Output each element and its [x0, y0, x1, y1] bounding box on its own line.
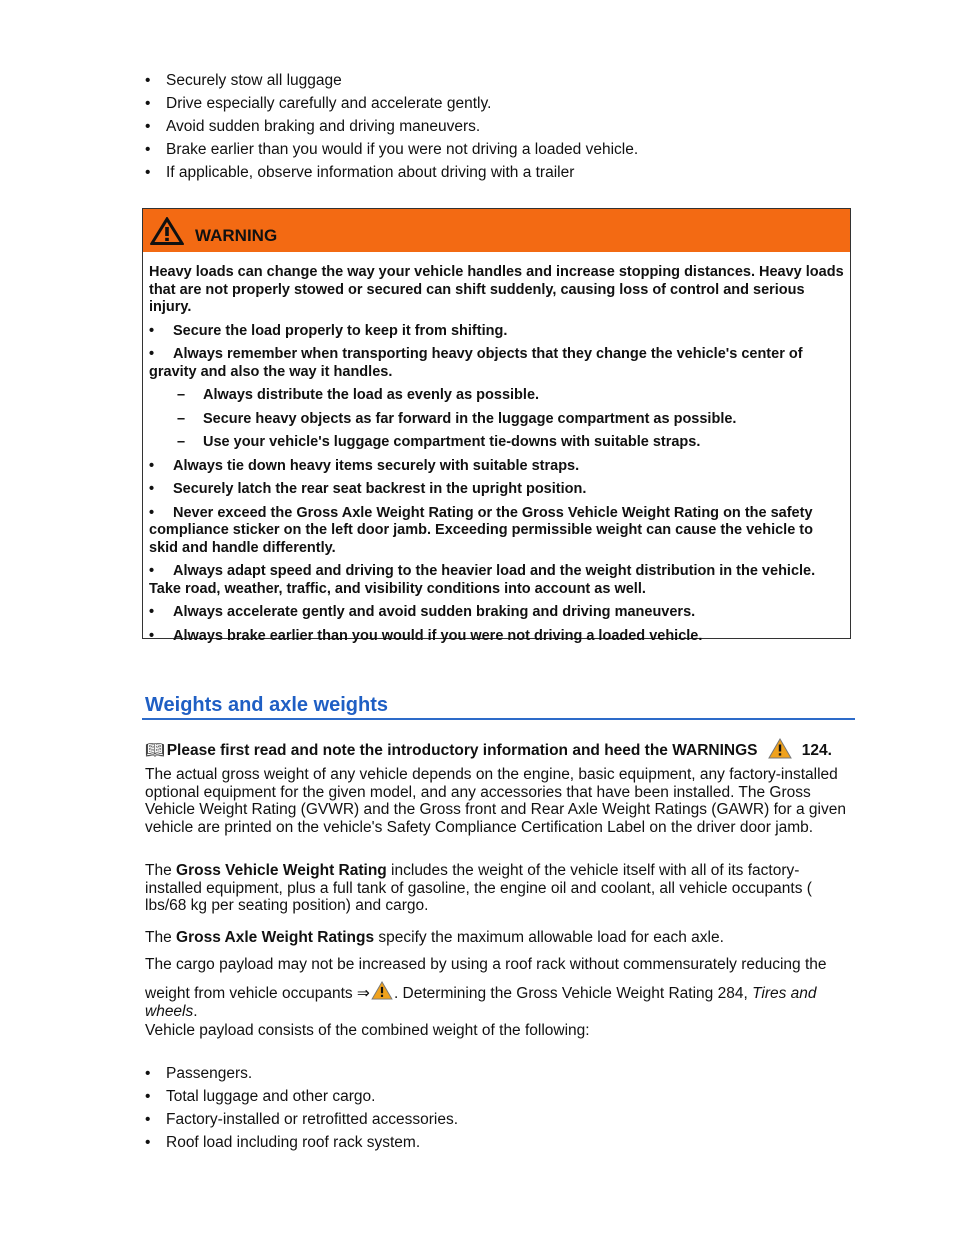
- warning-title: WARNING: [195, 225, 278, 245]
- warning-item: • Always brake earlier than you would if you were not driving a loaded vehicle.: [149, 627, 703, 644]
- warning-item: • Always remember when transporting heavy objects that they change the vehicle's center of gravity and also the way it handles.: [149, 346, 803, 380]
- paragraph: weight from vehicle occupants ⇒ . Determining the Gross Vehicle Weight Rating 284, Tires and wheels.: [145, 981, 850, 1020]
- list-item: • Roof load including roof rack system.: [145, 1134, 865, 1152]
- warning-triangle-icon: [150, 217, 184, 245]
- warning-triangle-icon[interactable]: [768, 738, 792, 759]
- list-item: • Securely stow all luggage: [145, 72, 865, 90]
- paragraph: The cargo payload may not be increased by using a roof rack without commensurately reducing the: [145, 956, 827, 973]
- list-item: • If applicable, observe information about driving with a trailer: [145, 164, 865, 182]
- paragraph: The Gross Axle Weight Ratings specify the maximum allowable load for each axle.: [145, 929, 724, 946]
- intro-line: 📖︎ Please first read and note the introductory information and heed the WARNINGS 124.: [145, 738, 865, 760]
- bottom-bullet-list: [145, 1065, 865, 1157]
- list-item: • Passengers.: [145, 1065, 865, 1083]
- warning-item: • Always accelerate gently and avoid sudden braking and driving maneuvers.: [149, 604, 696, 620]
- warning-subitem: – Always distribute the load as evenly as possible.: [177, 387, 540, 403]
- warning-subitem: – Use your vehicle's luggage compartment tie-downs with suitable straps.: [177, 434, 701, 450]
- warning-item: • Always adapt speed and driving to the heavier load and the weight distribution in the vehicle. Take road, weather, traffic, and visibility conditions into account as well.: [149, 563, 816, 597]
- warning-intro: Heavy loads can change the way your vehicle handles and increase stopping distances. Heavy loads that are not properly stowed or secured can shift suddenly, causing loss of control and serious injury.: [149, 264, 844, 315]
- warning-item: • Never exceed the Gross Axle Weight Rating or the Gross Vehicle Weight Rating on the safety compliance sticker on the left door jamb. Exceeding permissible weight can cause the vehicle to skid and handle differently.: [149, 504, 813, 556]
- warning-body: [143, 252, 850, 645]
- list-item: • Drive especially carefully and accelerate gently.: [145, 95, 865, 113]
- warning-triangle-icon[interactable]: [371, 981, 393, 1000]
- list-item: • Factory-installed or retrofitted accessories.: [145, 1111, 865, 1129]
- warning-header: [143, 209, 850, 252]
- section-divider: [142, 718, 855, 720]
- cross-reference-link[interactable]: Tires and wheels: [145, 985, 817, 1020]
- paragraph: The Gross Vehicle Weight Rating includes the weight of the vehicle itself with all of its factory-installed equipment, plus a full tank of gasoline, the engine oil and coolant, all vehicle occupants ( lbs/68 kg per seating position) and cargo.: [145, 862, 812, 914]
- list-item: • Brake earlier than you would if you were not driving a loaded vehicle.: [145, 141, 865, 159]
- open-book-icon: 📖︎: [145, 742, 165, 759]
- page-reference[interactable]: 124.: [801, 742, 832, 759]
- list-item: • Avoid sudden braking and driving maneuvers.: [145, 118, 865, 136]
- list-item: • Total luggage and other cargo.: [145, 1088, 865, 1106]
- paragraph: Vehicle payload consists of the combined weight of the following:: [145, 1022, 590, 1039]
- paragraph: The actual gross weight of any vehicle depends on the engine, basic equipment, any factory-installed optional equipment for the given model, and any accessories that have been installed. The Gross Vehicle Weight Rating (GVWR) and the Gross front and Rear Axle Weight Ratings (GAWR) for a given vehicle are printed on the vehicle's Safety Compliance Certification Label on the driver door jamb.: [145, 766, 846, 836]
- section-title: Weights and axle weights: [145, 694, 389, 716]
- top-bullet-list: [145, 72, 865, 187]
- warning-item: • Securely latch the rear seat backrest in the upright position.: [149, 481, 587, 497]
- warning-item: • Always tie down heavy items securely with suitable straps.: [149, 457, 580, 474]
- warning-item: • Secure the load properly to keep it from shifting.: [149, 322, 508, 339]
- warning-box: [142, 208, 851, 644]
- warning-subitem: – Secure heavy objects as far forward in the luggage compartment as possible.: [177, 410, 737, 427]
